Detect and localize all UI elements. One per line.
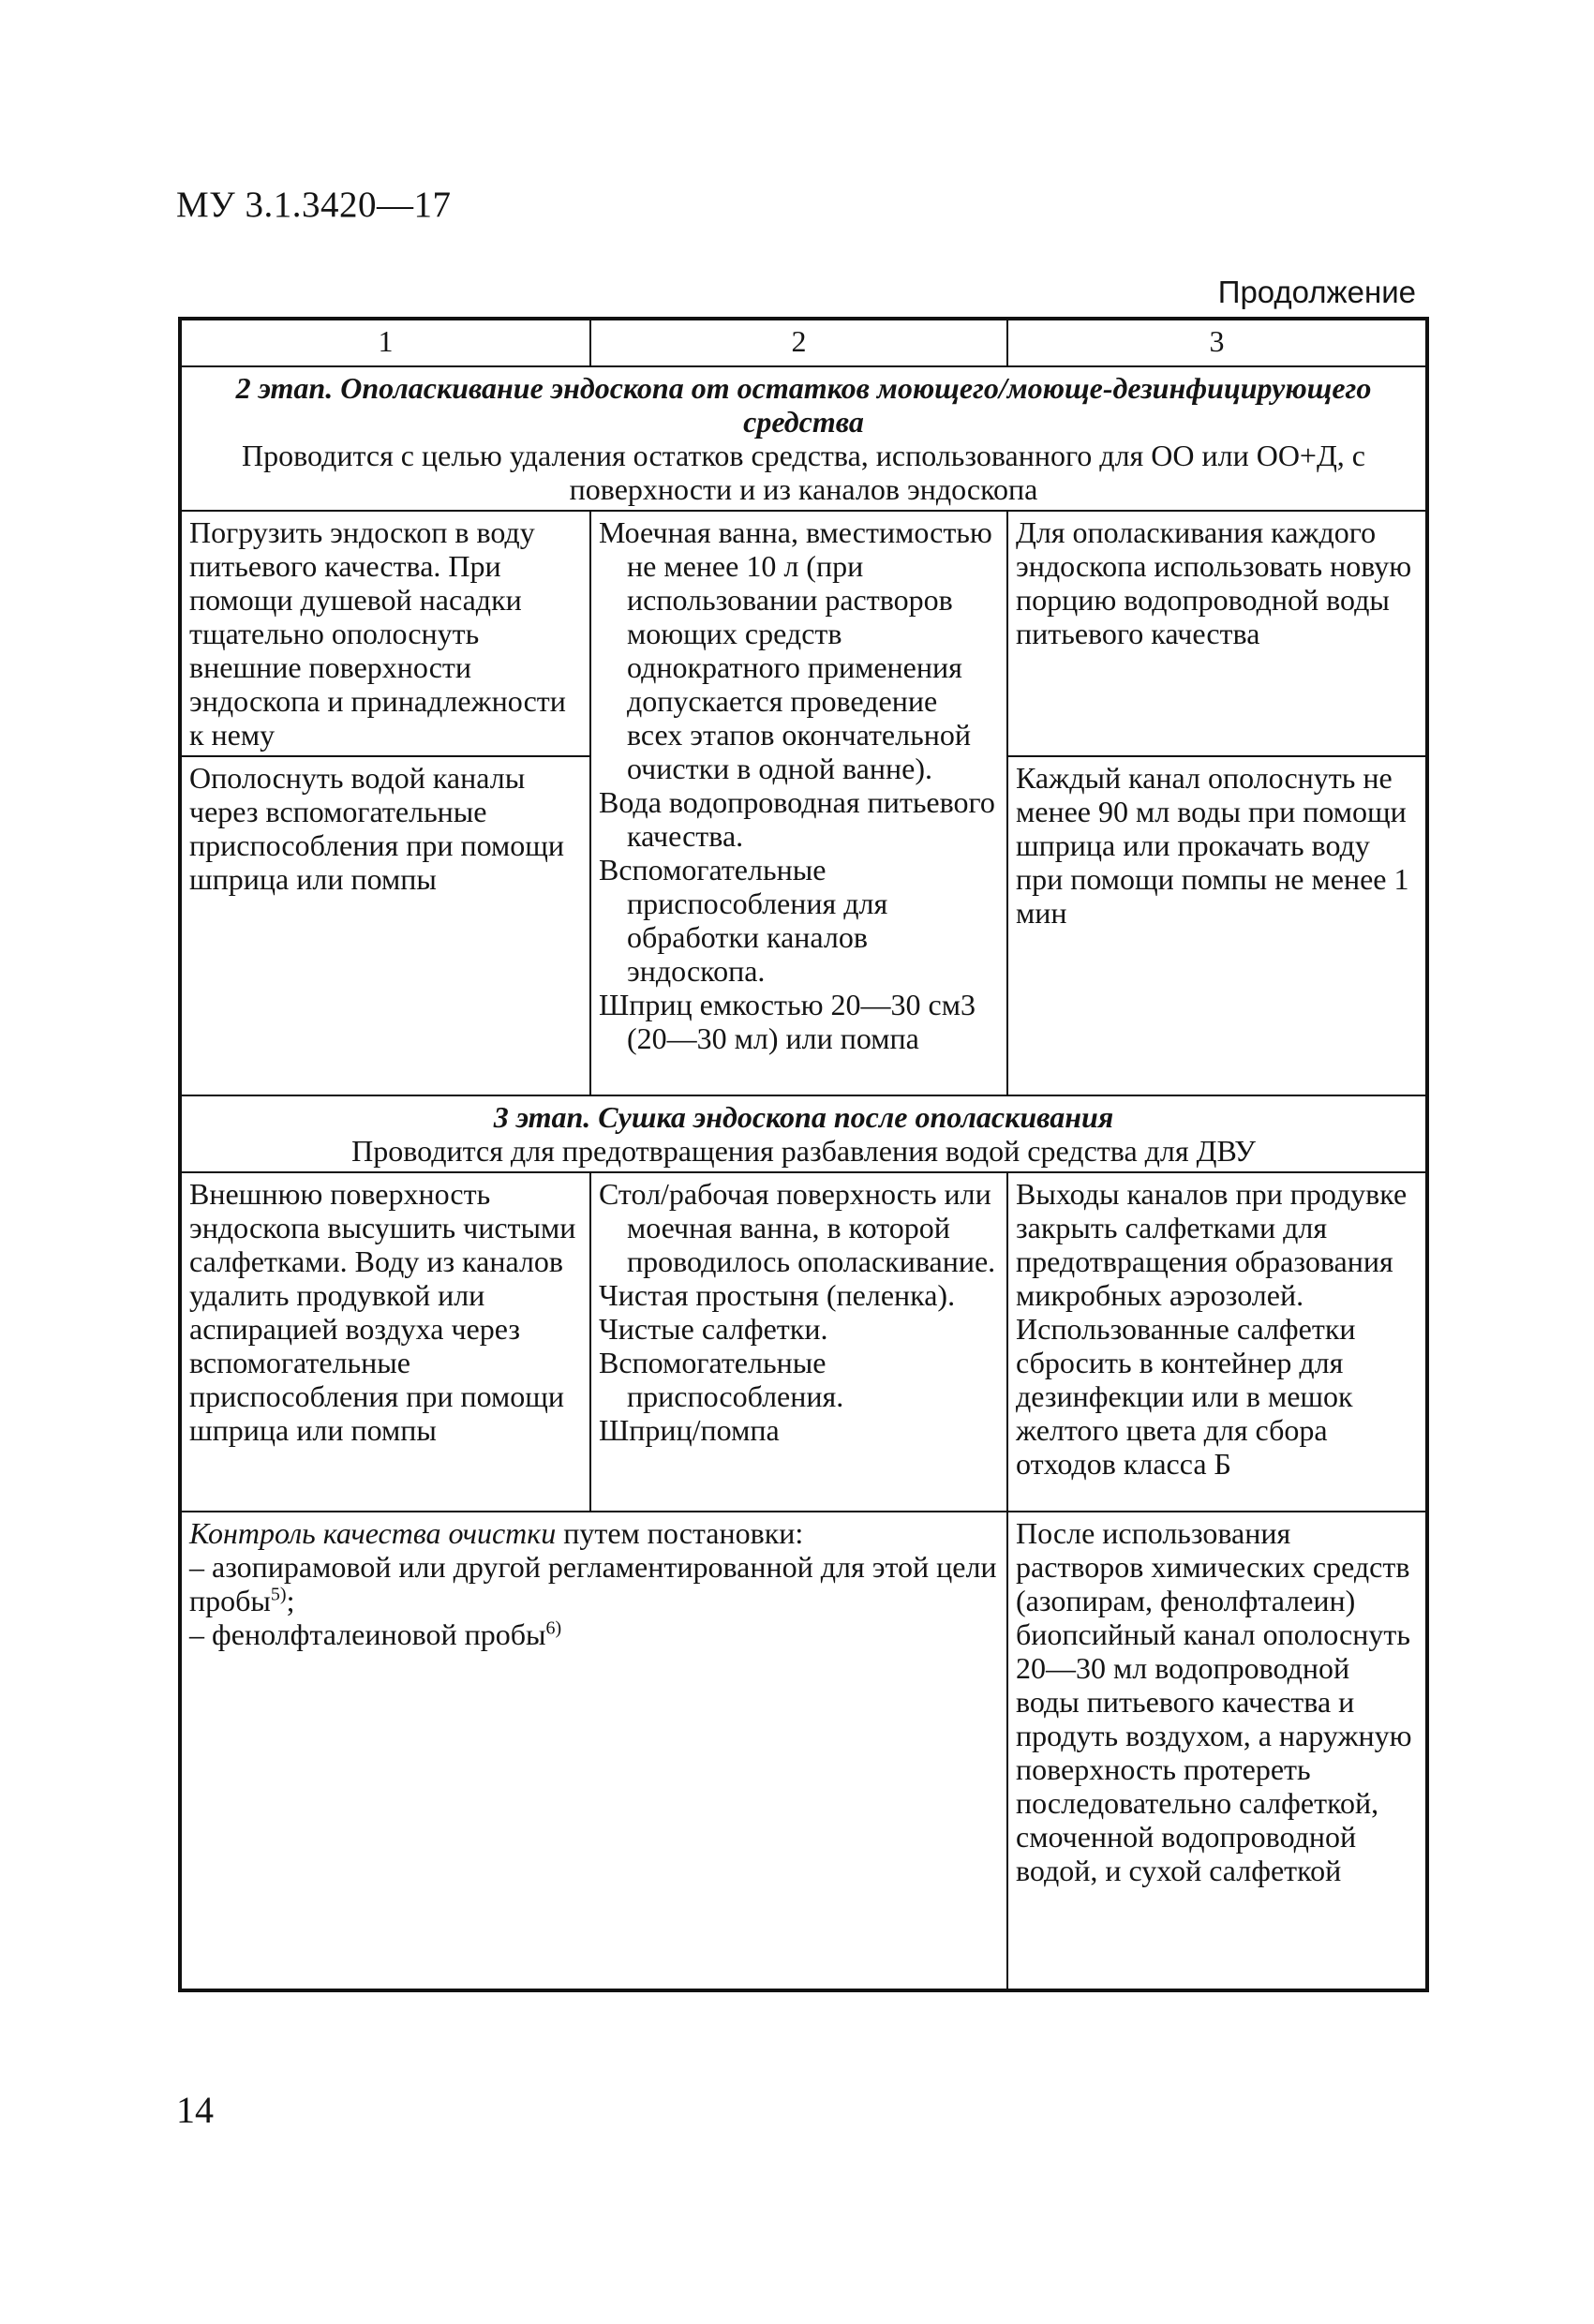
column-number: 3 [1007, 319, 1427, 366]
control-item-text: – азопирамовой или другой регламентированной для этой цели пробы [189, 1550, 997, 1617]
equipment-item: Шприц/помпа [599, 1413, 780, 1447]
stage3-subtitle: Проводится для предотвращения разбавления водой средства для ДВУ [351, 1134, 1256, 1168]
stage3-action: Внешнюю поверхность эндоскопа высушить чистыми салфетками. Воду из каналов удалить продувкой или аспирацией воздуха через вспомогательные приспособления при помощи шприца или помпы [180, 1172, 590, 1512]
stage3-header-row [180, 1095, 1427, 1172]
equipment-item: Моечная ванна, вместимостью не менее 10 л (при использовании растворов моющих средств однократного применения допускается проведение всех этапов окончательной очистки в одной ванне). [599, 515, 992, 785]
stage3-title: 3 этап. Сушка эндоскопа после ополаскивания [493, 1100, 1114, 1134]
column-number: 1 [180, 319, 590, 366]
stage3-row [180, 1172, 1427, 1512]
equipment-item: Чистые салфетки. [599, 1312, 828, 1346]
footnote-ref: 5) [270, 1584, 287, 1605]
procedure-table [178, 317, 1429, 1992]
control-item-2 [189, 1617, 999, 1651]
control-note: После использования растворов химических средств (азопирам, фенолфталеин) биопсийный канал ополоснуть 20—30 мл водопроводной воды питьевого качества и продуть воздухом, а наружную поверхность протереть последовательно салфеткой, смоченной водопроводной водой, и сухой салфеткой [1007, 1512, 1427, 1990]
control-lead-italic: Контроль качества очистки [189, 1516, 557, 1550]
page-number: 14 [176, 2089, 214, 2131]
stage2-row1-action: Погрузить эндоскоп в воду питьевого качества. При помощи душевой насадки тщательно ополоснуть внешние поверхности эндоскопа и принадлежности к нему [180, 511, 590, 756]
stage2-row2-action: Ополоснуть водой каналы через вспомогательные приспособления при помощи шприца или помпы [180, 756, 590, 1095]
equipment-item: Вспомогательные приспособления для обработки каналов эндоскопа. [599, 853, 888, 988]
stage2-subtitle: Проводится с целью удаления остатков средства, использованного для ОО или ОО+Д, с поверхности и из каналов эндоскопа [242, 439, 1365, 506]
footnote-ref: 6) [545, 1617, 562, 1639]
control-item-end: ; [286, 1584, 295, 1617]
equipment-item: Стол/рабочая поверхность или моечная ванна, в которой проводилось ополаскивание. [599, 1177, 996, 1278]
control-lead [189, 1516, 999, 1550]
equipment-item: Чистая простыня (пеленка). [599, 1278, 956, 1312]
stage2-row-1 [180, 511, 1427, 756]
equipment-item: Шприц емкостью 20—30 см3 (20—30 мл) или помпа [599, 988, 976, 1055]
stage2-header [180, 366, 1427, 511]
stage2-title: 2 этап. Ополаскивание эндоскопа от остатков моющего/моюще-дезинфицирующего средства [235, 371, 1372, 439]
document-code: МУ 3.1.3420—17 [176, 185, 452, 225]
equipment-item: Вода водопроводная питьевого качества. [599, 785, 995, 853]
stage2-equipment [590, 511, 1007, 1095]
stage3-header [180, 1095, 1427, 1172]
continuation-label: Продолжение [1217, 275, 1416, 309]
control-item-1 [189, 1550, 999, 1617]
control-lead-rest: путем постановки: [556, 1516, 804, 1550]
stage2-header-row [180, 366, 1427, 511]
column-number: 2 [590, 319, 1007, 366]
quality-control [180, 1512, 1007, 1990]
stage3-equipment [590, 1172, 1007, 1512]
stage3-note: Выходы каналов при продувке закрыть салфетками для предотвращения образования микробных аэрозолей. Использованные салфетки сбросить в контейнер для дезинфекции или в мешок желтого цвета для сбора отходов класса Б [1007, 1172, 1427, 1512]
column-number-row [180, 319, 1427, 366]
control-item-text: – фенолфталеиновой пробы [189, 1617, 546, 1651]
stage2-row2-note: Каждый канал ополоснуть не менее 90 мл воды при помощи шприца или прокачать воду при помощи помпы не менее 1 мин [1007, 756, 1427, 1095]
equipment-item: Вспомогательные приспособления. [599, 1346, 844, 1413]
control-row [180, 1512, 1427, 1990]
stage2-row1-note: Для ополаскивания каждого эндоскопа использовать новую порцию водопроводной воды питьевого качества [1007, 511, 1427, 756]
